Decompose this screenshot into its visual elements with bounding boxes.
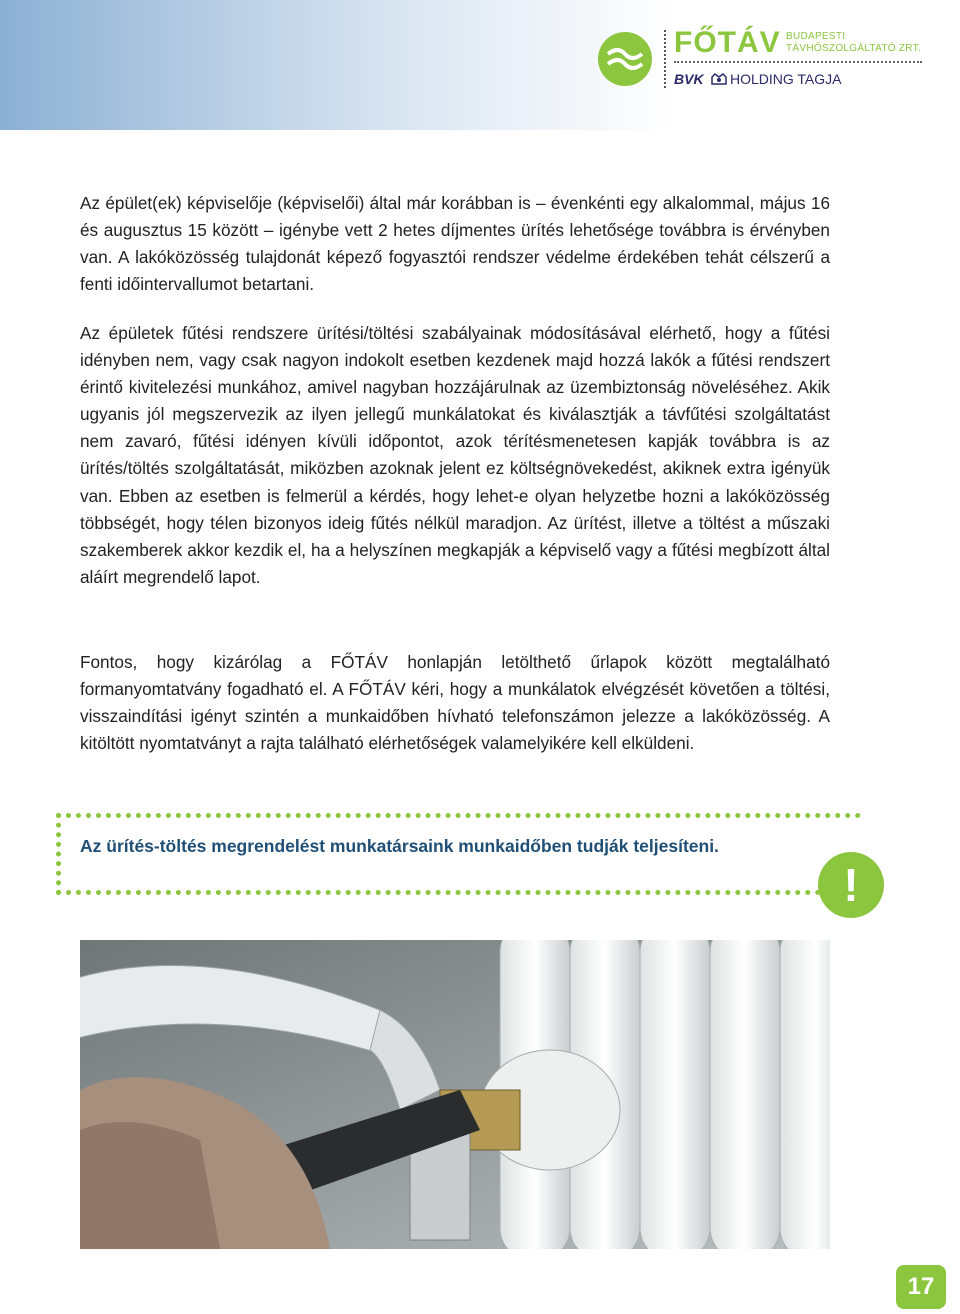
fotav-logo bbox=[598, 28, 948, 92]
logo-bvk: BVK bbox=[674, 71, 704, 87]
crest-icon bbox=[710, 72, 728, 86]
logo-divider bbox=[664, 30, 666, 88]
logo-subtitle-line1: BUDAPESTI bbox=[786, 31, 846, 42]
logo-subtitle-line2: TÁVHŐSZOLGÁLTATÓ ZRT. bbox=[786, 43, 922, 54]
exclamation-icon: ! bbox=[818, 852, 884, 918]
radiator-photo bbox=[80, 940, 830, 1249]
logo-dotted-rule bbox=[674, 61, 922, 63]
logo-emblem-icon bbox=[598, 32, 652, 86]
paragraph-3: Fontos, hogy kizárólag a FŐTÁV honlapján letölthető űrlapok között megtalálható formanyomtatvány fogadható el. A FŐTÁV kéri, hogy a munkálatok elvégzését követően a töltési, visszaindítási igényt szintén a munkaidőben hívható telefonszámon jelezze a lakóközösség. A kitöltött nyomtatványt a rajta található elérhetőségek valamelyikére kell elküldeni. bbox=[80, 652, 830, 754]
paragraph-1: Az épület(ek) képviselője (képviselői) által már korábban is – évenkénti egy alkalommal, május 16 és augusztus 15 között – igénybe vett 2 hetes díjmentes ürítés lehetősége továbbra is érvényben van. A lakóközösség tulajdonát képező fogyasztói rendszer védelme érdekében tehát célszerű a fenti időintervallumot betartani. bbox=[80, 193, 830, 295]
logo-holding: HOLDING TAGJA bbox=[730, 71, 842, 87]
paragraph-2: Az épületek fűtési rendszere ürítési/töltési szabályainak módosításával elérhető, hogy a fűtési idényben nem, vagy csak nagyon indokolt esetben kezdenek majd hozzá lakók a fűtési rendszert érintő kivitelezési munkához, amivel nagyban hozzájárulnak az üzembiztonság növeléséhez. Akik ugyanis jól megszervezik az ilyen jellegű munkálatokat és kiválasztják a távfűtési szolgáltatást nem zavaró, fűtési idényen kívüli időpontot, azok térítésmenetesen kapják továbbra is az ürítés/töltés szolgáltatását, miközben azoknak jelent ez költségnövekedést, akiknek extra igényük van. Ebben az esetben is felmerül a kérdés, hogy lehet-e olyan helyzetbe hozni a lakóközösség többségét, hogy télen bizonyos ideig fűtés nélkül maradjon. Az ürítést, illetve a töltést a műszaki szakemberek akkor kezdik el, ha a helyszínen megkapják a képviselő vagy a fűtési megbízott által aláírt megrendelő lapot. bbox=[80, 323, 830, 587]
logo-name: FŐTÁV bbox=[674, 26, 781, 59]
callout-text: Az ürítés-töltés megrendelést munkatársaink munkaidőben tudják teljesíteni. bbox=[80, 836, 719, 856]
page-number: 17 bbox=[896, 1265, 946, 1309]
